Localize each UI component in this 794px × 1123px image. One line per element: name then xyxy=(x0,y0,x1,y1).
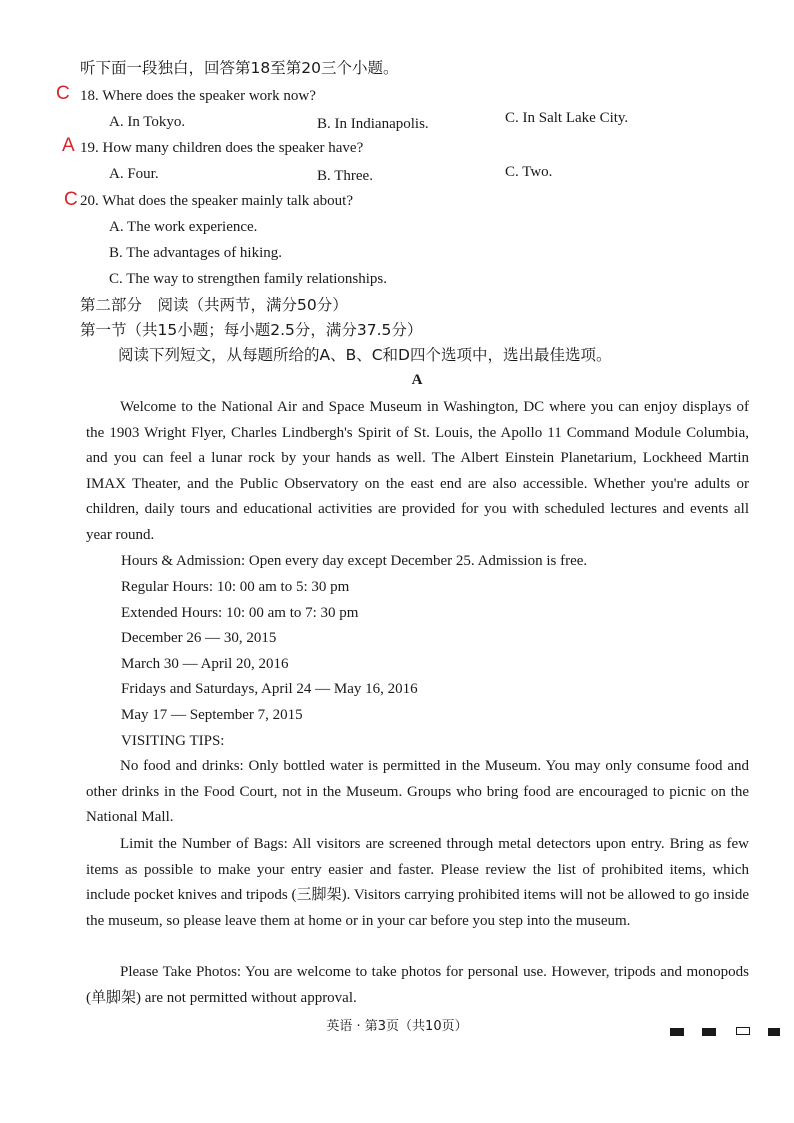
option-19-c: C. Two. xyxy=(505,164,553,180)
question-19: 19. How many children does the speaker have? xyxy=(80,140,364,156)
tip-food: No food and drinks: Only bottled water is permitted in the Museum. You may only consume food and other drinks in the Food Court, not in the Museum. Groups who bring food are encouraged to picnic on the National Mall. xyxy=(86,758,749,826)
tip-photos: Please Take Photos: You are welcome to take photos for personal use. However, tripods and monopods (单脚架) are not permitted without approval. xyxy=(86,964,749,1006)
answer-mark-19: A xyxy=(62,135,75,156)
page-mark-4 xyxy=(768,1028,780,1036)
option-19-b: B. Three. xyxy=(317,168,373,184)
page-mark-1 xyxy=(670,1028,684,1036)
option-19-a: A. Four. xyxy=(109,166,159,182)
answer-mark-20: C xyxy=(64,189,78,210)
part-title: 第二部分 阅读（共两节，满分50分） xyxy=(80,296,348,314)
date-range-1: December 26 — 30, 2015 xyxy=(121,630,277,646)
option-20-c: C. The way to strengthen family relationships. xyxy=(109,271,388,287)
visiting-tips-heading: VISITING TIPS: xyxy=(121,733,225,749)
option-20-a: A. The work experience. xyxy=(109,219,258,235)
page-footer: 英语 · 第3页（共10页） xyxy=(326,1019,468,1034)
passage-label: A xyxy=(411,372,423,388)
option-18-a: A. In Tokyo. xyxy=(109,114,186,130)
question-18: 18. Where does the speaker work now? xyxy=(80,88,316,104)
date-range-3: Fridays and Saturdays, April 24 — May 16, 2016 xyxy=(121,681,418,697)
option-20-b: B. The advantages of hiking. xyxy=(109,245,283,261)
listening-instruction: 听下面一段独白，回答第18至第20三个小题。 xyxy=(80,59,399,77)
extended-hours: Extended Hours: 10: 00 am to 7: 30 pm xyxy=(121,605,359,621)
answer-mark-18: C xyxy=(56,83,70,104)
question-20: 20. What does the speaker mainly talk about? xyxy=(80,193,353,209)
option-18-b: B. In Indianapolis. xyxy=(317,116,429,132)
date-range-4: May 17 — September 7, 2015 xyxy=(121,707,303,723)
regular-hours: Regular Hours: 10: 00 am to 5: 30 pm xyxy=(121,579,350,595)
reading-instruction: 阅读下列短文，从每题所给的A、B、C和D四个选项中，选出最佳选项。 xyxy=(118,346,612,364)
passage-intro: Welcome to the National Air and Space Museum in Washington, DC where you can enjoy displays of the 1903 Wright Flyer, Charles Lindbergh's Spirit of St. Louis, the Apollo 11 Command Module Columbia, and you can feel a lunar rock by your hands as well. The Albert Einstein Planetarium, Lockheed Martin IMAX Theater, and the Public Observatory on the east end are also accessible. Whether you're adults or children, daily tours and educational activities are provided for you with scheduled lectures and events all year round. xyxy=(86,399,749,543)
page-mark-2 xyxy=(702,1028,716,1036)
hours-admission: Hours & Admission: Open every day except December 25. Admission is free. xyxy=(121,553,588,569)
option-18-c: C. In Salt Lake City. xyxy=(505,110,629,126)
page-mark-3 xyxy=(736,1027,750,1035)
section-title: 第一节（共15小题；每小题2.5分，满分37.5分） xyxy=(80,321,423,339)
date-range-2: March 30 — April 20, 2016 xyxy=(121,656,289,672)
tip-bags: Limit the Number of Bags: All visitors are screened through metal detectors upon entry. Bring as few items as possible to make your entry easier and faster. Please review the list of prohibited items, which include pocket knives and tripods (三脚架). Visitors carrying prohibited items will not be allowed to go inside the museum, so please leave them at home or in your car before you step into the museum. xyxy=(86,836,749,929)
